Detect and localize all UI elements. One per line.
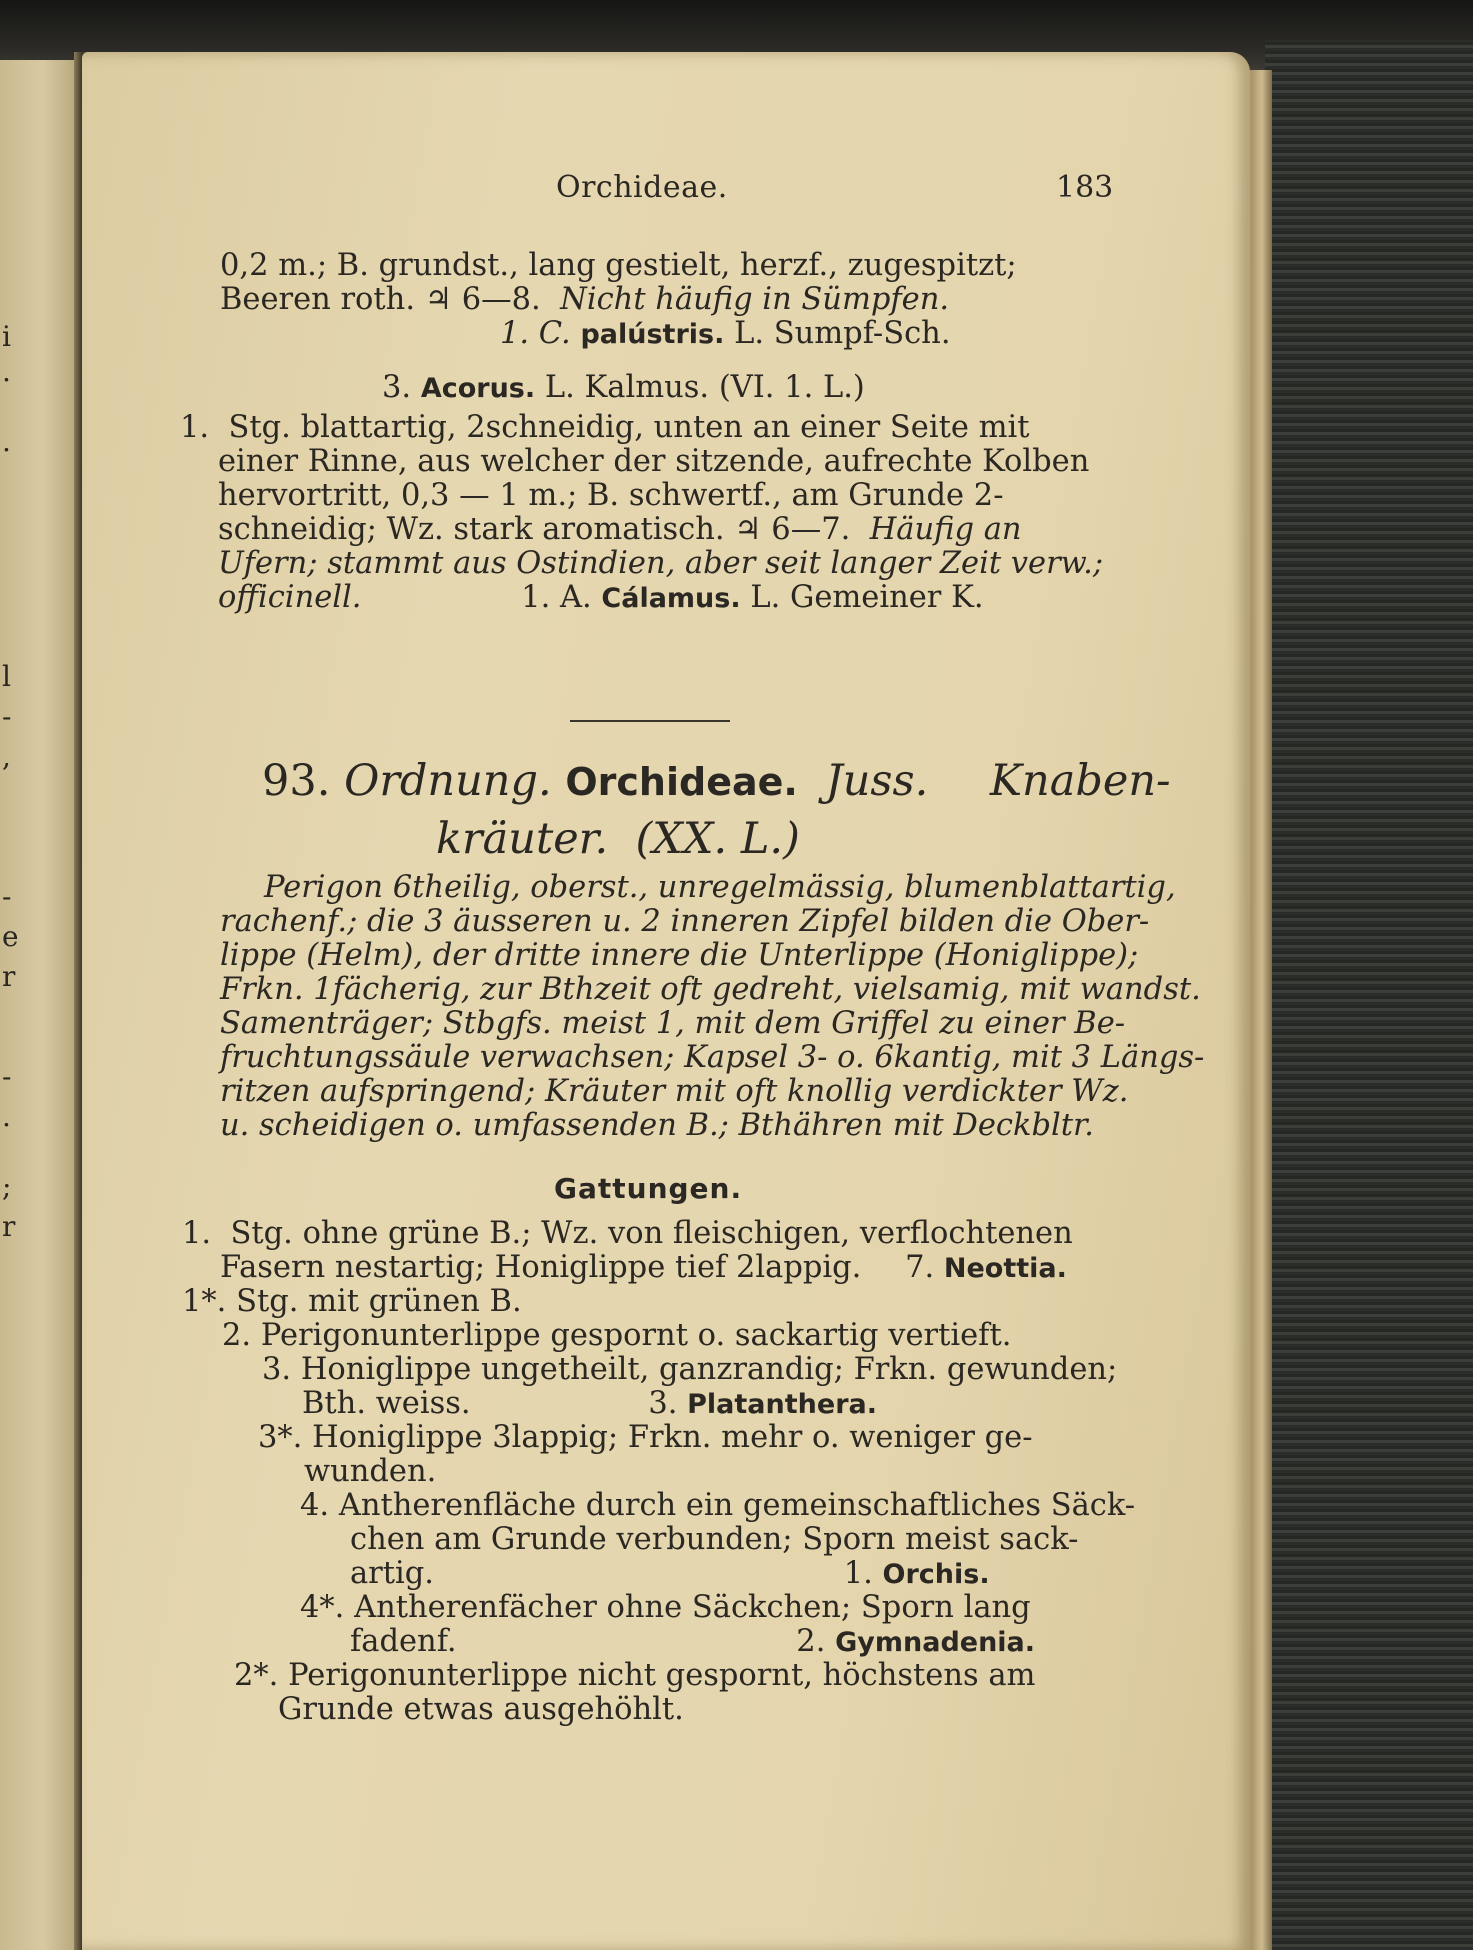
text-line: ritzen aufspringend; Kräuter mit oft knollig verdickter Wz. <box>220 1074 1129 1109</box>
key-line <box>300 1488 1135 1524</box>
key-line <box>350 1624 1035 1661</box>
text-span: Juss. <box>825 756 929 806</box>
section-divider <box>570 720 730 722</box>
text-line <box>218 512 1022 548</box>
book-page <box>82 52 1250 1950</box>
order-number: 93. <box>262 756 331 806</box>
text-span: Häufig an <box>869 512 1022 547</box>
text-span: L. Gemeiner K. <box>750 580 984 615</box>
genus-name: Neottia. <box>943 1253 1067 1284</box>
genus-heading <box>382 370 865 407</box>
text-span: L. Sumpf-Sch. <box>734 316 951 351</box>
text-line: Samenträger; Stbgfs. meist 1, mit dem Griffel zu einer Be- <box>220 1006 1126 1041</box>
key-number: 3. <box>262 1352 292 1387</box>
key-line: Grunde etwas ausgehöhlt. <box>278 1692 684 1727</box>
text-span: Stg. ohne grüne B.; Wz. von fleischigen, verflochtenen <box>230 1216 1073 1251</box>
left-fragment: - <box>2 880 12 913</box>
key-number: 2*. <box>234 1658 279 1693</box>
key-number: 1. <box>180 410 210 445</box>
left-fragment: ; <box>2 1170 12 1203</box>
text-line: rachenf.; die 3 äusseren u. 2 inneren Zipfel bilden die Ober- <box>220 904 1150 939</box>
genus-name: Acorus. <box>420 373 536 404</box>
key-line <box>262 1352 1117 1388</box>
key-number: 3*. <box>258 1420 303 1455</box>
text-span: Knaben- <box>989 756 1171 806</box>
left-fragment: i <box>2 320 11 353</box>
gattungen-heading: Gattungen. <box>554 1172 743 1205</box>
order-heading <box>262 756 1171 806</box>
text-span: L. Kalmus. (VI. 1. L.) <box>544 370 865 405</box>
species-name: Cálamus. <box>601 583 741 614</box>
order-heading-line2 <box>436 814 800 864</box>
text-span: 2. <box>796 1624 826 1659</box>
text-line: Ufern; stammt aus Ostindien, aber seit langer Zeit verw.; <box>218 546 1104 581</box>
text-line: lippe (Helm), der dritte innere die Unterlippe (Honiglippe); <box>220 938 1139 973</box>
key-line <box>300 1590 1031 1626</box>
left-fragment: - <box>2 700 12 733</box>
text-line: hervortritt, 0,3 — 1 m.; B. schwertf., am Grunde 2- <box>218 478 1004 513</box>
left-fragment: r <box>2 1210 16 1243</box>
left-fragment: . <box>2 355 11 388</box>
text-span: 1. A. <box>521 580 592 615</box>
key-line <box>350 1556 990 1593</box>
key-line <box>220 1250 1067 1287</box>
left-fragment: , <box>2 740 11 773</box>
text-span: Stg. mit grünen B. <box>236 1284 522 1319</box>
text-line: Frkn. 1fächerig, zur Bthzeit oft gedreht, vielsamig, mit wandst. <box>220 972 1201 1007</box>
left-page-text-fragments <box>0 60 20 1950</box>
text-line <box>220 282 949 318</box>
text-span: 3. <box>648 1386 678 1421</box>
text-span: Bth. weiss. <box>302 1386 471 1421</box>
left-fragment: l <box>2 660 11 693</box>
genus-name: Platanthera. <box>687 1389 877 1420</box>
text-span: Perigonunterlippe gespornt o. sackartig vertieft. <box>260 1318 1012 1353</box>
book-cover-edge <box>1265 40 1473 1950</box>
species-name: palústris. <box>580 319 725 350</box>
text-span: Stg. blattartig, 2schneidig, unten an einer Seite mit <box>228 410 1030 445</box>
text-span: schneidig; Wz. stark aromatisch. ♃ 6—7. <box>218 512 851 547</box>
order-name: Orchideae. <box>565 760 798 804</box>
text-span: 7. <box>905 1250 935 1285</box>
text-span: Antherenfläche durch ein gemeinschaftliches Säck- <box>338 1488 1136 1523</box>
left-page-margin <box>0 60 78 1950</box>
key-number: 4. <box>300 1488 330 1523</box>
text-span: officinell. <box>218 580 362 615</box>
text-span: 3. <box>382 370 412 405</box>
key-line <box>302 1386 877 1423</box>
key-number: 4*. <box>300 1590 345 1625</box>
key-line <box>222 1318 1011 1354</box>
text-line <box>500 316 951 353</box>
text-span: Honiglippe ungetheilt, ganzrandig; Frkn. gewunden; <box>300 1352 1118 1387</box>
key-line: chen am Grunde verbunden; Sporn meist sack- <box>350 1522 1079 1557</box>
key-line <box>258 1420 1033 1456</box>
text-span: artig. <box>350 1556 434 1591</box>
text-span: Fasern nestartig; Honiglippe tief 2lappig. <box>220 1250 862 1285</box>
left-fragment: r <box>2 960 16 993</box>
left-fragment: . <box>2 425 11 458</box>
left-fragment: - <box>2 1060 12 1093</box>
left-fragment: . <box>2 1100 11 1133</box>
text-line <box>218 580 984 617</box>
text-span: Honiglippe 3lappig; Frkn. mehr o. weniger ge- <box>312 1420 1033 1455</box>
text-line: 0,2 m.; B. grundst., lang gestielt, herzf., zugespitzt; <box>220 248 1017 283</box>
key-number: 1. <box>182 1216 212 1251</box>
text-line: fruchtungssäule verwachsen; Kapsel 3- o. 6kantig, mit 3 Längs- <box>220 1040 1205 1075</box>
text-span: Perigonunterlippe nicht gespornt, höchstens am <box>288 1658 1036 1693</box>
key-line <box>182 1216 1073 1252</box>
text-span: kräuter. <box>436 814 609 864</box>
text-span: (XX. L.) <box>635 814 800 864</box>
text-line: Perigon 6theilig, oberst., unregelmässig, blumenblattartig, <box>264 870 1176 905</box>
text-line <box>180 410 1030 446</box>
page-number: 183 <box>1056 170 1114 205</box>
genus-name: Orchis. <box>882 1559 990 1590</box>
key-line <box>182 1284 522 1320</box>
key-number: 2. <box>222 1318 252 1353</box>
text-span: 1. C. <box>500 316 571 351</box>
text-line: einer Rinne, aus welcher der sitzende, aufrechte Kolben <box>218 444 1090 479</box>
running-head: Orchideae. <box>556 170 728 205</box>
genus-name: Gymnadenia. <box>835 1627 1036 1658</box>
text-line: u. scheidigen o. umfassenden B.; Bthähren mit Deckbltr. <box>220 1108 1094 1143</box>
text-span: Antherenfächer ohne Säckchen; Sporn lang <box>354 1590 1031 1625</box>
text-span: 1. <box>843 1556 873 1591</box>
left-fragment: e <box>2 920 19 953</box>
text-span: Ordnung. <box>344 756 552 806</box>
text-span: Beeren roth. ♃ 6—8. <box>220 282 541 317</box>
key-number: 1*. <box>182 1284 227 1319</box>
text-span: Nicht häufig in Sümpfen. <box>560 282 950 317</box>
key-line: wunden. <box>304 1454 437 1489</box>
key-line <box>234 1658 1035 1694</box>
text-span: fadenf. <box>350 1624 457 1659</box>
